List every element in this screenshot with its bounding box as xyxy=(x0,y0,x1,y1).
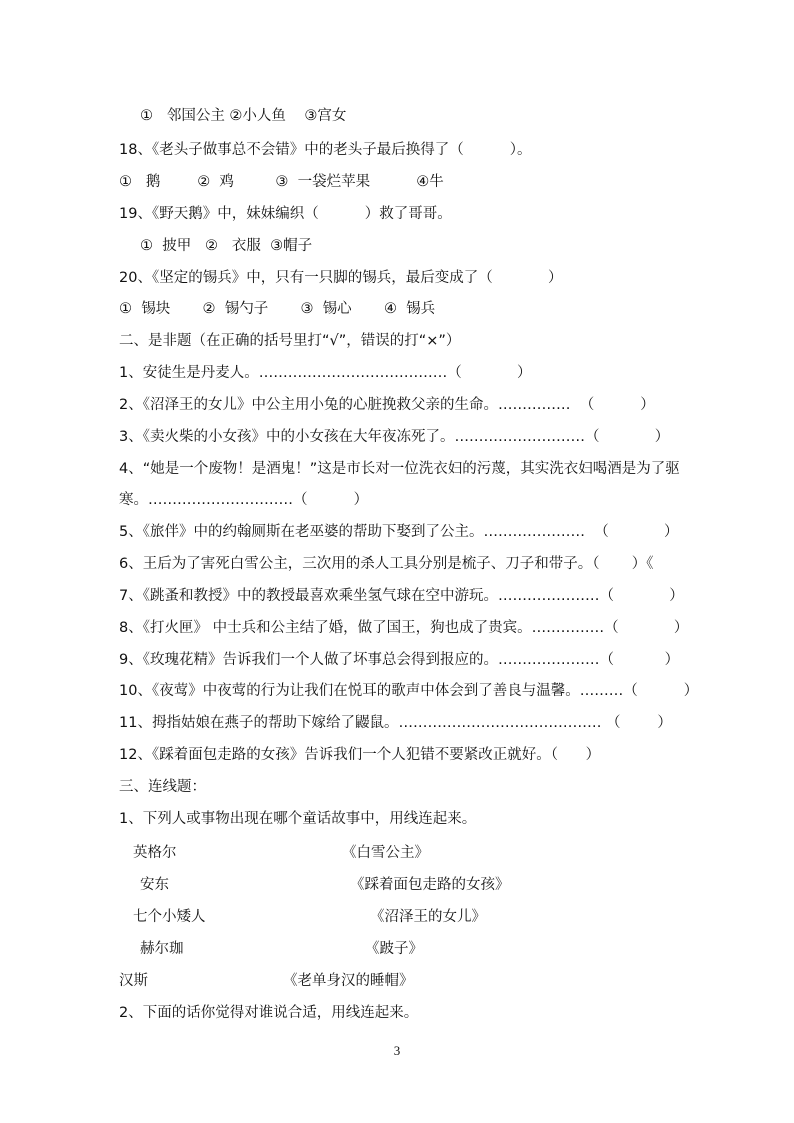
tf-item-2: 2、《沼泽王的女儿》中公主用小兔的心脏挽救父亲的生命。…………… （ ） xyxy=(119,397,655,413)
matching-right-item: 《白雪公主》 xyxy=(342,845,429,861)
tf-item-3: 3、《卖火柴的小女孩》中的小女孩在大年夜冻死了。………………………（ ） xyxy=(119,429,670,445)
tf-item-11: 11、拇指姑娘在燕子的帮助下嫁给了鼹鼠。…………………………………… （ ） xyxy=(119,715,672,731)
matching-left-item: 七个小矮人 xyxy=(133,909,206,925)
matching-instruction-2: 2、下面的话你觉得对谁说合适，用线连起来。 xyxy=(119,1005,419,1021)
tf-item-6: 6、王后为了害死白雪公主，三次用的杀人工具分别是梳子、刀子和带子。（ ）《 xyxy=(119,556,654,572)
matching-left-item: 汉斯 xyxy=(119,973,148,989)
section-matching-heading: 三、连线题： xyxy=(119,779,206,795)
tf-item-8: 8、《打火匣》 中士兵和公主结了婚，做了国王，狗也成了贵宾。……………（ ） xyxy=(119,620,689,636)
question-19: 19、《野天鹅》中，妹妹编织（ ）救了哥哥。 xyxy=(119,206,452,222)
matching-right-item: 《老单身汉的睡帽》 xyxy=(283,973,414,989)
q20-options: ① 锡块 ② 锡勺子 ③ 锡心 ④ 锡兵 xyxy=(119,301,436,317)
question-18: 18、《老头子做事总不会错》中的老头子最后换得了（ ）。 xyxy=(119,142,532,158)
tf-item-4-line-1: 4、“她是一个废物！是酒鬼！”这是市长对一位洗衣妇的污蔑，其实洗衣妇喝酒是为了驱 xyxy=(119,461,680,477)
tf-item-1: 1、安徒生是丹麦人。…………………………………（ ） xyxy=(119,365,532,381)
tf-item-5: 5、《旅伴》中的约翰厕斯在老巫婆的帮助下娶到了公主。………………… （ ） xyxy=(119,524,679,540)
matching-right-item: 《沼泽王的女儿》 xyxy=(370,909,486,925)
matching-left-item: 英格尔 xyxy=(133,845,177,861)
q19-options: ① 披甲 ② 衣服 ③帽子 xyxy=(140,238,313,254)
q17-options: ① 邻国公主 ②小人鱼 ③宫女 xyxy=(140,108,347,124)
matching-left-item: 赫尔珈 xyxy=(140,941,184,957)
tf-item-10: 10、《夜莺》中夜莺的行为让我们在悦耳的歌声中体会到了善良与温馨。………（ ） xyxy=(119,683,699,699)
matching-instruction-1: 1、下列人或事物出现在哪个童话故事中，用线连起来。 xyxy=(119,811,477,827)
section-true-false-heading: 二、是非题（在正确的括号里打“√”，错误的打“×”） xyxy=(119,333,461,349)
page-number: 3 xyxy=(393,1043,401,1058)
tf-item-9: 9、《玫瑰花精》告诉我们一个人做了坏事总会得到报应的。…………………（ ） xyxy=(119,652,680,668)
q18-options: ① 鹅 ② 鸡 ③ 一袋烂苹果 ④牛 xyxy=(119,174,444,190)
tf-item-7: 7、《跳蚤和教授》中的教授最喜欢乘坐氢气球在空中游玩。…………………（ ） xyxy=(119,588,684,604)
matching-right-item: 《踩着面包走路的女孩》 xyxy=(350,877,510,893)
tf-item-4-line-2: 寒。…………………………（ ） xyxy=(119,492,369,508)
tf-item-12: 12、《踩着面包走路的女孩》告诉我们一个人犯错不要紧改正就好。（ ） xyxy=(119,747,601,763)
matching-left-item: 安东 xyxy=(140,877,169,893)
question-20: 20、《坚定的锡兵》中，只有一只脚的锡兵，最后变成了（ ） xyxy=(119,270,563,286)
matching-right-item: 《跛子》 xyxy=(365,941,423,957)
